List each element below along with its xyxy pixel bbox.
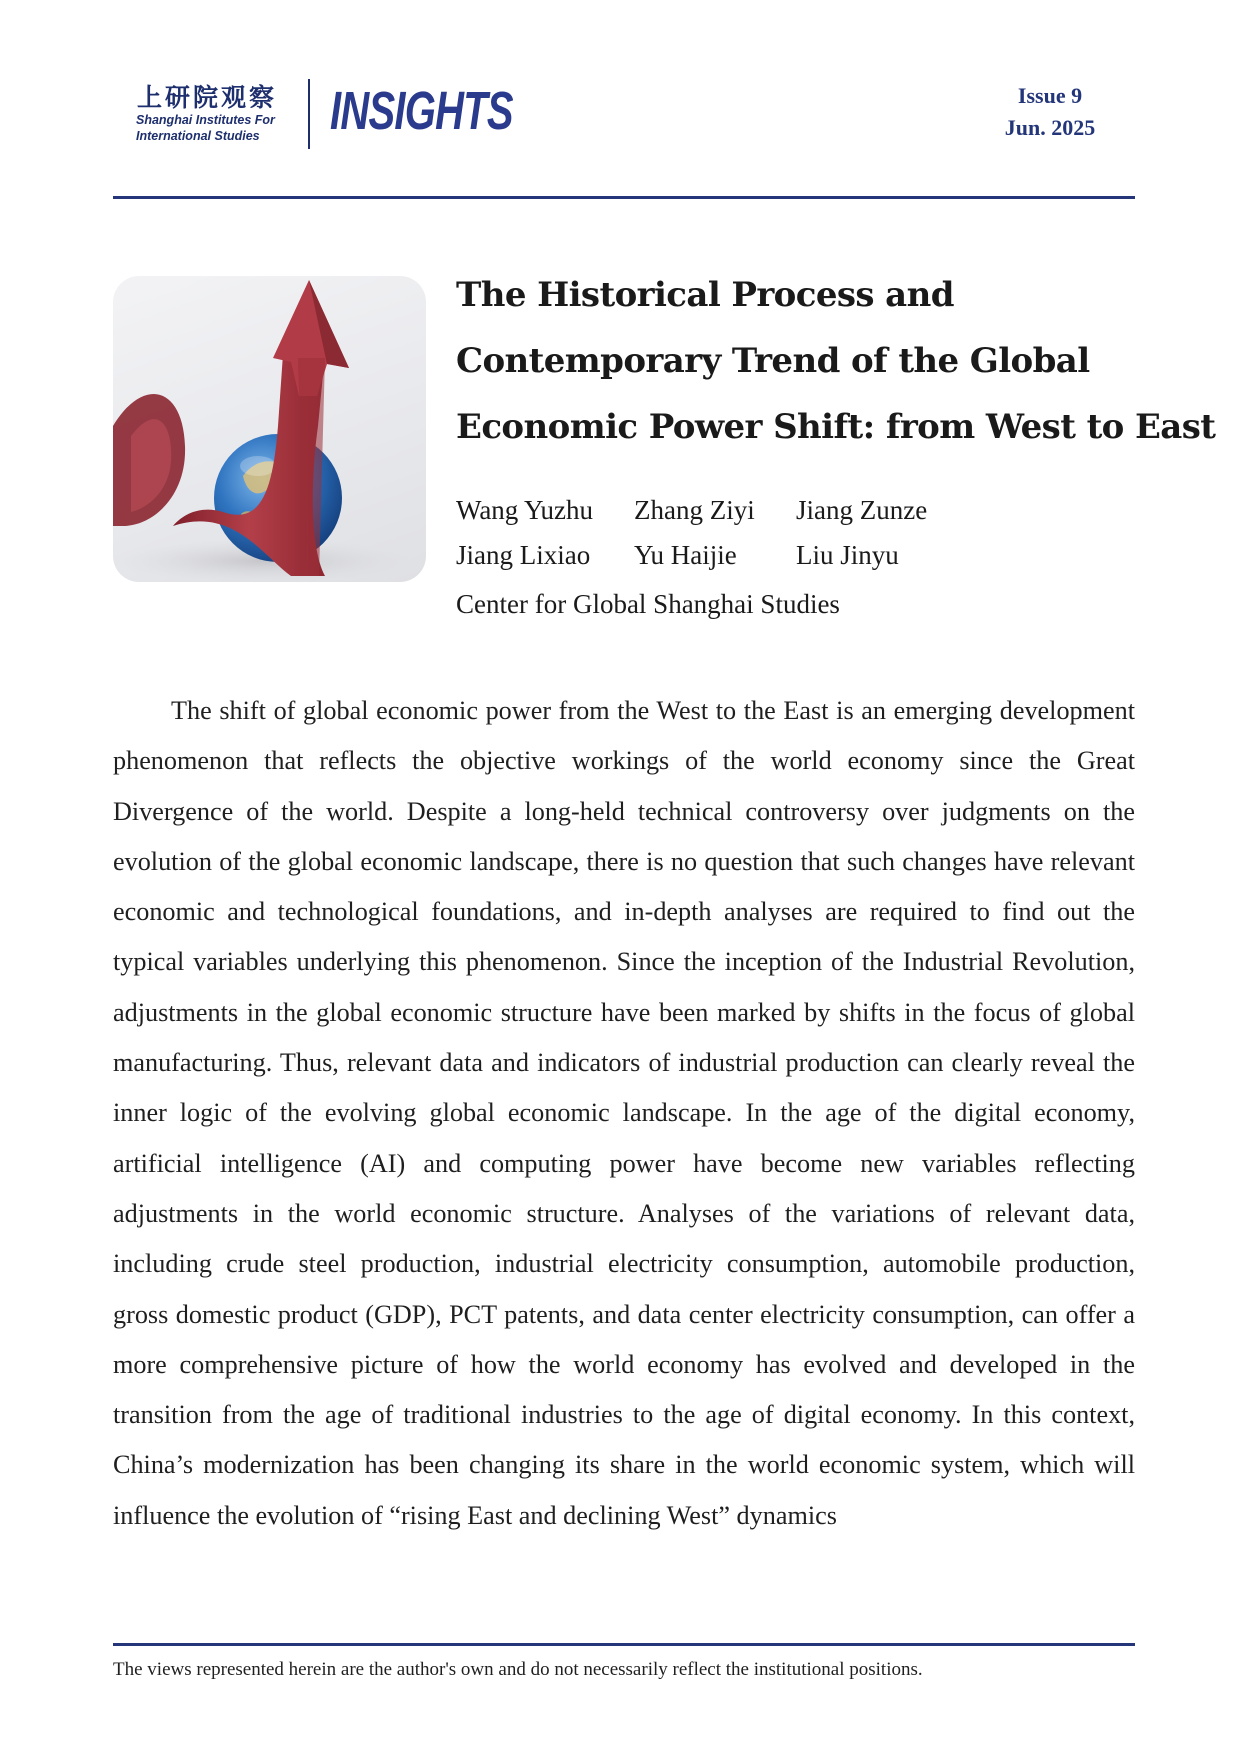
author-name: Wang Yuzhu xyxy=(456,495,594,525)
author-name: Jiang Zunze xyxy=(796,495,928,525)
article-title-line3: Economic Power Shift: from West to East xyxy=(456,407,1216,447)
header-rule xyxy=(113,196,1135,199)
author-affiliation: Center for Global Shanghai Studies xyxy=(456,589,840,619)
author-name: Yu Haijie xyxy=(634,540,737,570)
footer-rule xyxy=(113,1643,1135,1646)
page-header xyxy=(0,0,1241,200)
institute-logo-english xyxy=(136,112,306,144)
issue-number: Issue 9 xyxy=(1017,83,1083,108)
article-title xyxy=(456,262,1216,460)
author-name: Liu Jinyu xyxy=(796,540,899,570)
logo-divider xyxy=(308,79,310,149)
author-name: Zhang Ziyi xyxy=(634,495,755,525)
institute-logo-chinese: 上研院观察 xyxy=(137,83,278,112)
publication-title: INSIGHTS xyxy=(330,81,513,141)
article-title-line2: Contemporary Trend of the Global xyxy=(456,341,1090,381)
cover-image xyxy=(113,276,426,582)
issue-date: Jun. 2025 xyxy=(1004,115,1096,140)
author-row xyxy=(456,533,1056,578)
issue-info xyxy=(985,80,1115,144)
institute-name-line1: Shanghai Institutes For xyxy=(136,113,275,127)
footer-disclaimer: The views represented herein are the author's own and do not necessarily reflect the institutional positions. xyxy=(113,1659,923,1680)
author-name: Jiang Lixiao xyxy=(456,540,591,570)
red-arrow-over-globe-icon xyxy=(113,276,426,582)
author-list xyxy=(456,488,1056,578)
article-body-paragraph: The shift of global economic power from the West to the East is an emerging development phenomenon that reflects the objective workings of the world economy since the Great Divergence of the world. Despite a long-held technical controversy over judgments on the evolution of the global economic landscape, there is no question that such changes have relevant economic and technological foundations, and in-depth analyses are required to find out the typical variables underlying this phenomenon. Since the inception of the Industrial Revolution, adjustments in the global economic structure have been marked by shifts in the focus of global manufacturing. Thus, relevant data and indicators of industrial production can clearly reveal the inner logic of the evolving global economic landscape. In the age of the digital economy, artificial intelligence (AI) and computing power have become new variables reflecting adjustments in the world economic structure. Analyses of the variations of relevant data, including crude steel production, industrial electricity consumption, automobile production, gross domestic product (GDP), PCT patents, and data center electricity consumption, can offer a more comprehensive picture of how the world economy has evolved and developed in the transition from the age of traditional industries to the age of digital economy. In this context, China’s modernization has been changing its share in the world economic system, which will influence the evolution of “rising East and declining West” dynamics xyxy=(113,696,1135,1530)
author-row xyxy=(456,488,1056,533)
institute-name-line2: International Studies xyxy=(136,129,260,143)
article-title-line1: The Historical Process and xyxy=(456,275,954,315)
